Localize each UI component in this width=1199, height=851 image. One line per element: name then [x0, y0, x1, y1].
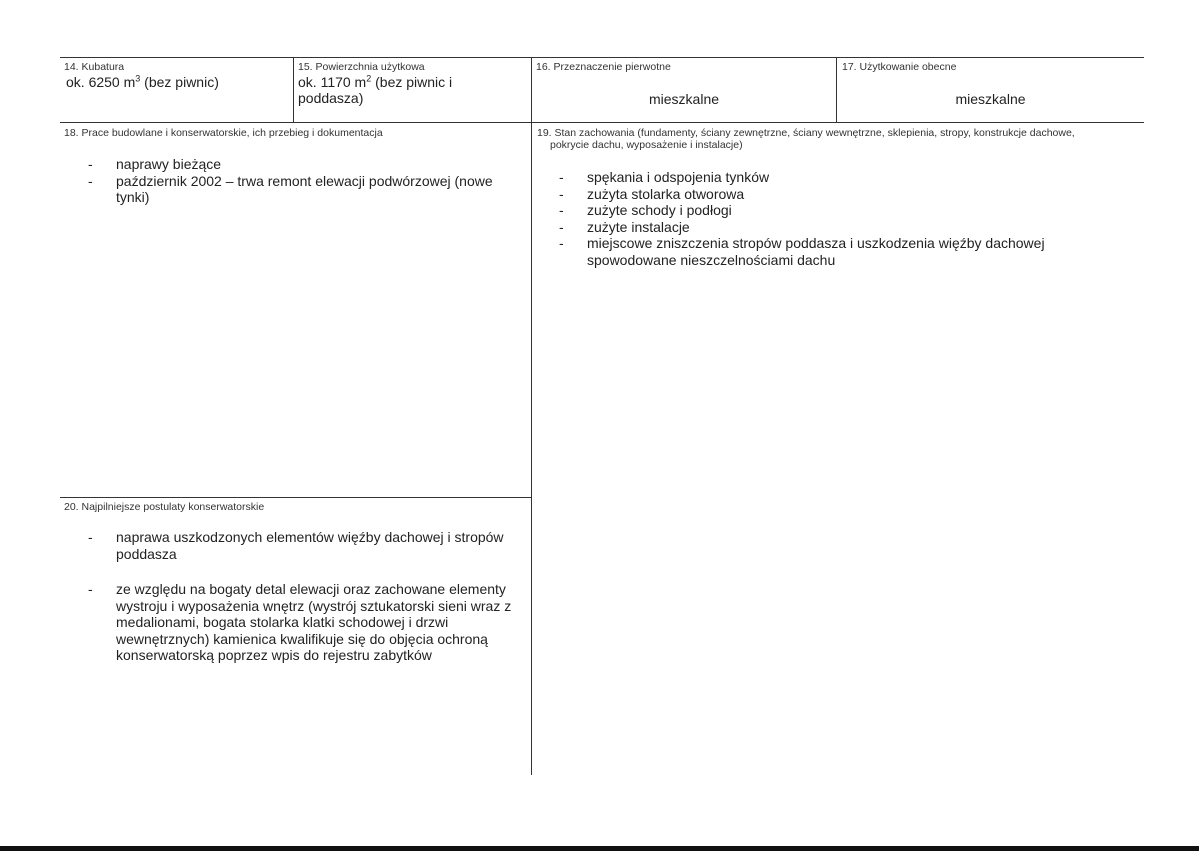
powierzchnia-value-note: (bez piwnic i poddasza): [298, 74, 453, 106]
col-divider-1: [293, 57, 294, 122]
prace-list: [88, 156, 503, 206]
top-rule: [60, 57, 1144, 58]
prace-item: - naprawy bieżące: [88, 156, 503, 173]
uzytkowanie-label: 17. Użytkowanie obecne: [842, 61, 957, 73]
prace-item: - październik 2002 – trwa remont elewacji podwórzowej (nowe tynki): [88, 173, 503, 206]
postulaty-label: 20. Najpilniejsze postulaty konserwatorskie: [64, 501, 265, 513]
powierzchnia-label: 15. Powierzchnia użytkowa: [298, 61, 425, 73]
postulaty-list: [88, 529, 518, 683]
kubatura-value: [66, 74, 288, 90]
stan-item: - zużyta stolarka otworowa: [559, 186, 1059, 203]
stan-item: - zużyte schody i podłogi: [559, 202, 1059, 219]
kubatura-value-number: ok. 6250 m: [66, 74, 136, 90]
stan-list: [559, 169, 1059, 268]
kubatura-unit-exponent: 3: [135, 73, 141, 84]
row-divider-2: [60, 497, 532, 498]
stan-item: - spękania i odspojenia tynków: [559, 169, 1059, 186]
uzytkowanie-value: mieszkalne: [955, 91, 1026, 107]
powierzchnia-value-number: ok. 1170 m: [298, 74, 367, 90]
prace-label: 18. Prace budowlane i konserwatorskie, ich przebieg i dokumentacja: [64, 127, 383, 139]
stan-label-line-1: 19. Stan zachowania (fundamenty, ściany zewnętrzne, ściany wewnętrzne, sklepienia, stropy, konstrukcje dachowe,: [537, 127, 1075, 139]
kubatura-label: 14. Kubatura: [64, 61, 125, 73]
kubatura-value-note: (bez piwnic): [140, 74, 219, 90]
postulaty-item: - ze względu na bogaty detal elewacji oraz zachowane elementy wystroju i wyposażenia wnętrz (wystrój sztukatorski sieni wraz z medalionami, bogata stolarka klatki schodowej i drzwi wewnętrznych) kamienica kwalifikuje się do objęcia ochroną konserwatorską poprzez wpis do rejestru zabytków: [88, 581, 518, 664]
postulaty-item: - naprawa uszkodzonych elementów więźby dachowej i stropów poddasza: [88, 529, 518, 562]
stan-label-line-2: pokrycie dachu, wyposażenie i instalacje): [550, 139, 743, 151]
row-divider-1: [60, 122, 1144, 123]
przeznaczenie-label: 16. Przeznaczenie pierwotne: [536, 61, 671, 73]
powierzchnia-unit-exponent: 2: [366, 73, 372, 84]
col-divider-3: [836, 57, 837, 122]
scan-bottom-edge: [0, 846, 1199, 851]
przeznaczenie-value: mieszkalne: [648, 91, 720, 107]
powierzchnia-value: [298, 74, 488, 106]
stan-item: - miejscowe zniszczenia stropów poddasza i uszkodzenia więźby dachowej spowodowane nieszczelnościami dachu: [559, 235, 1059, 268]
stan-item: - zużyte instalacje: [559, 219, 1059, 236]
col-divider-2: [531, 57, 532, 775]
